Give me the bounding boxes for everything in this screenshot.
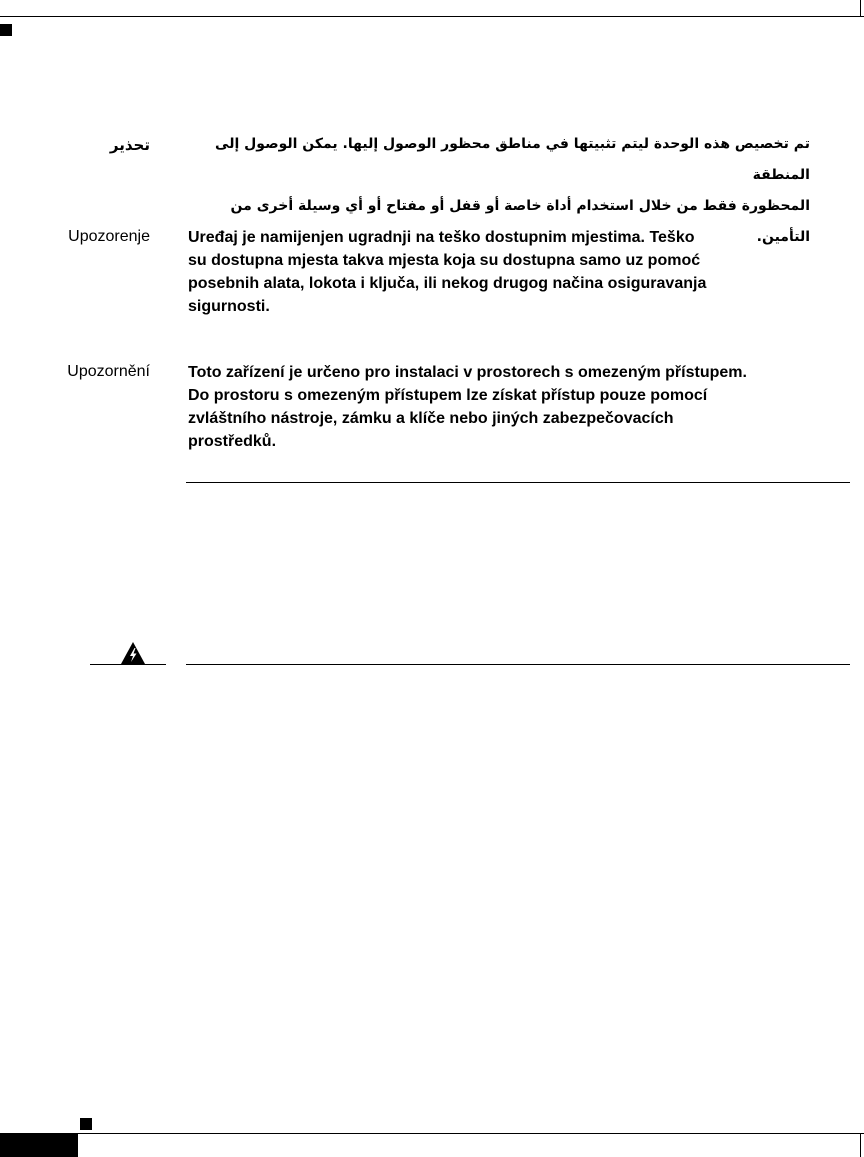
warning-line: المحظورة فقط من خلال استخدام أداة خاصة أو قفل أو مفتاح أو أي وسيلة أخرى من التأمين.: [230, 198, 810, 245]
warning-line: zvláštního nástroje, zámku a klíče nebo jiných zabezpečovacích: [188, 410, 674, 427]
footer-rule: [78, 1133, 864, 1134]
header-rule: [0, 16, 864, 17]
warning-line: prostředků.: [188, 433, 277, 450]
warning-line: تم تخصيص هذه الوحدة ليتم تثبيتها في مناطق محظور الوصول إليها. يمكن الوصول إلى المنطقة: [215, 136, 810, 183]
warning-text-croatian: [188, 226, 838, 318]
warning-label-czech: Upozornění: [67, 363, 150, 380]
warning-line: Do prostoru s omezeným přístupem lze získat přístup pouze pomocí: [188, 387, 708, 404]
warning-divider: [186, 664, 850, 665]
warning-text-czech: [188, 361, 838, 453]
warning-triangle-icon: [120, 641, 146, 665]
footer-tab: [0, 1133, 78, 1157]
footer-corner-tick: [860, 1133, 861, 1157]
footer-marker: [80, 1118, 92, 1130]
warning-label-croatian: Upozorenje: [68, 228, 150, 245]
warning-line: Toto zařízení je určeno pro instalaci v prostorech s omezeným přístupem.: [188, 364, 747, 381]
warning-line: sigurnosti.: [188, 298, 270, 315]
warning-line: su dostupna mjesta takva mjesta koja su dostupna samo uz pomoć: [188, 252, 701, 269]
warning-label-arabic: تحذير: [109, 136, 150, 154]
header-corner-tick: [860, 0, 861, 17]
header-marker: [0, 24, 12, 36]
warning-line: posebnih alata, lokota i ključa, ili nekog drugog načina osiguravanja: [188, 275, 707, 292]
section-divider: [186, 482, 850, 483]
warning-line: Uređaj je namijenjen ugradnji na teško dostupnim mjestima. Teško: [188, 229, 695, 246]
